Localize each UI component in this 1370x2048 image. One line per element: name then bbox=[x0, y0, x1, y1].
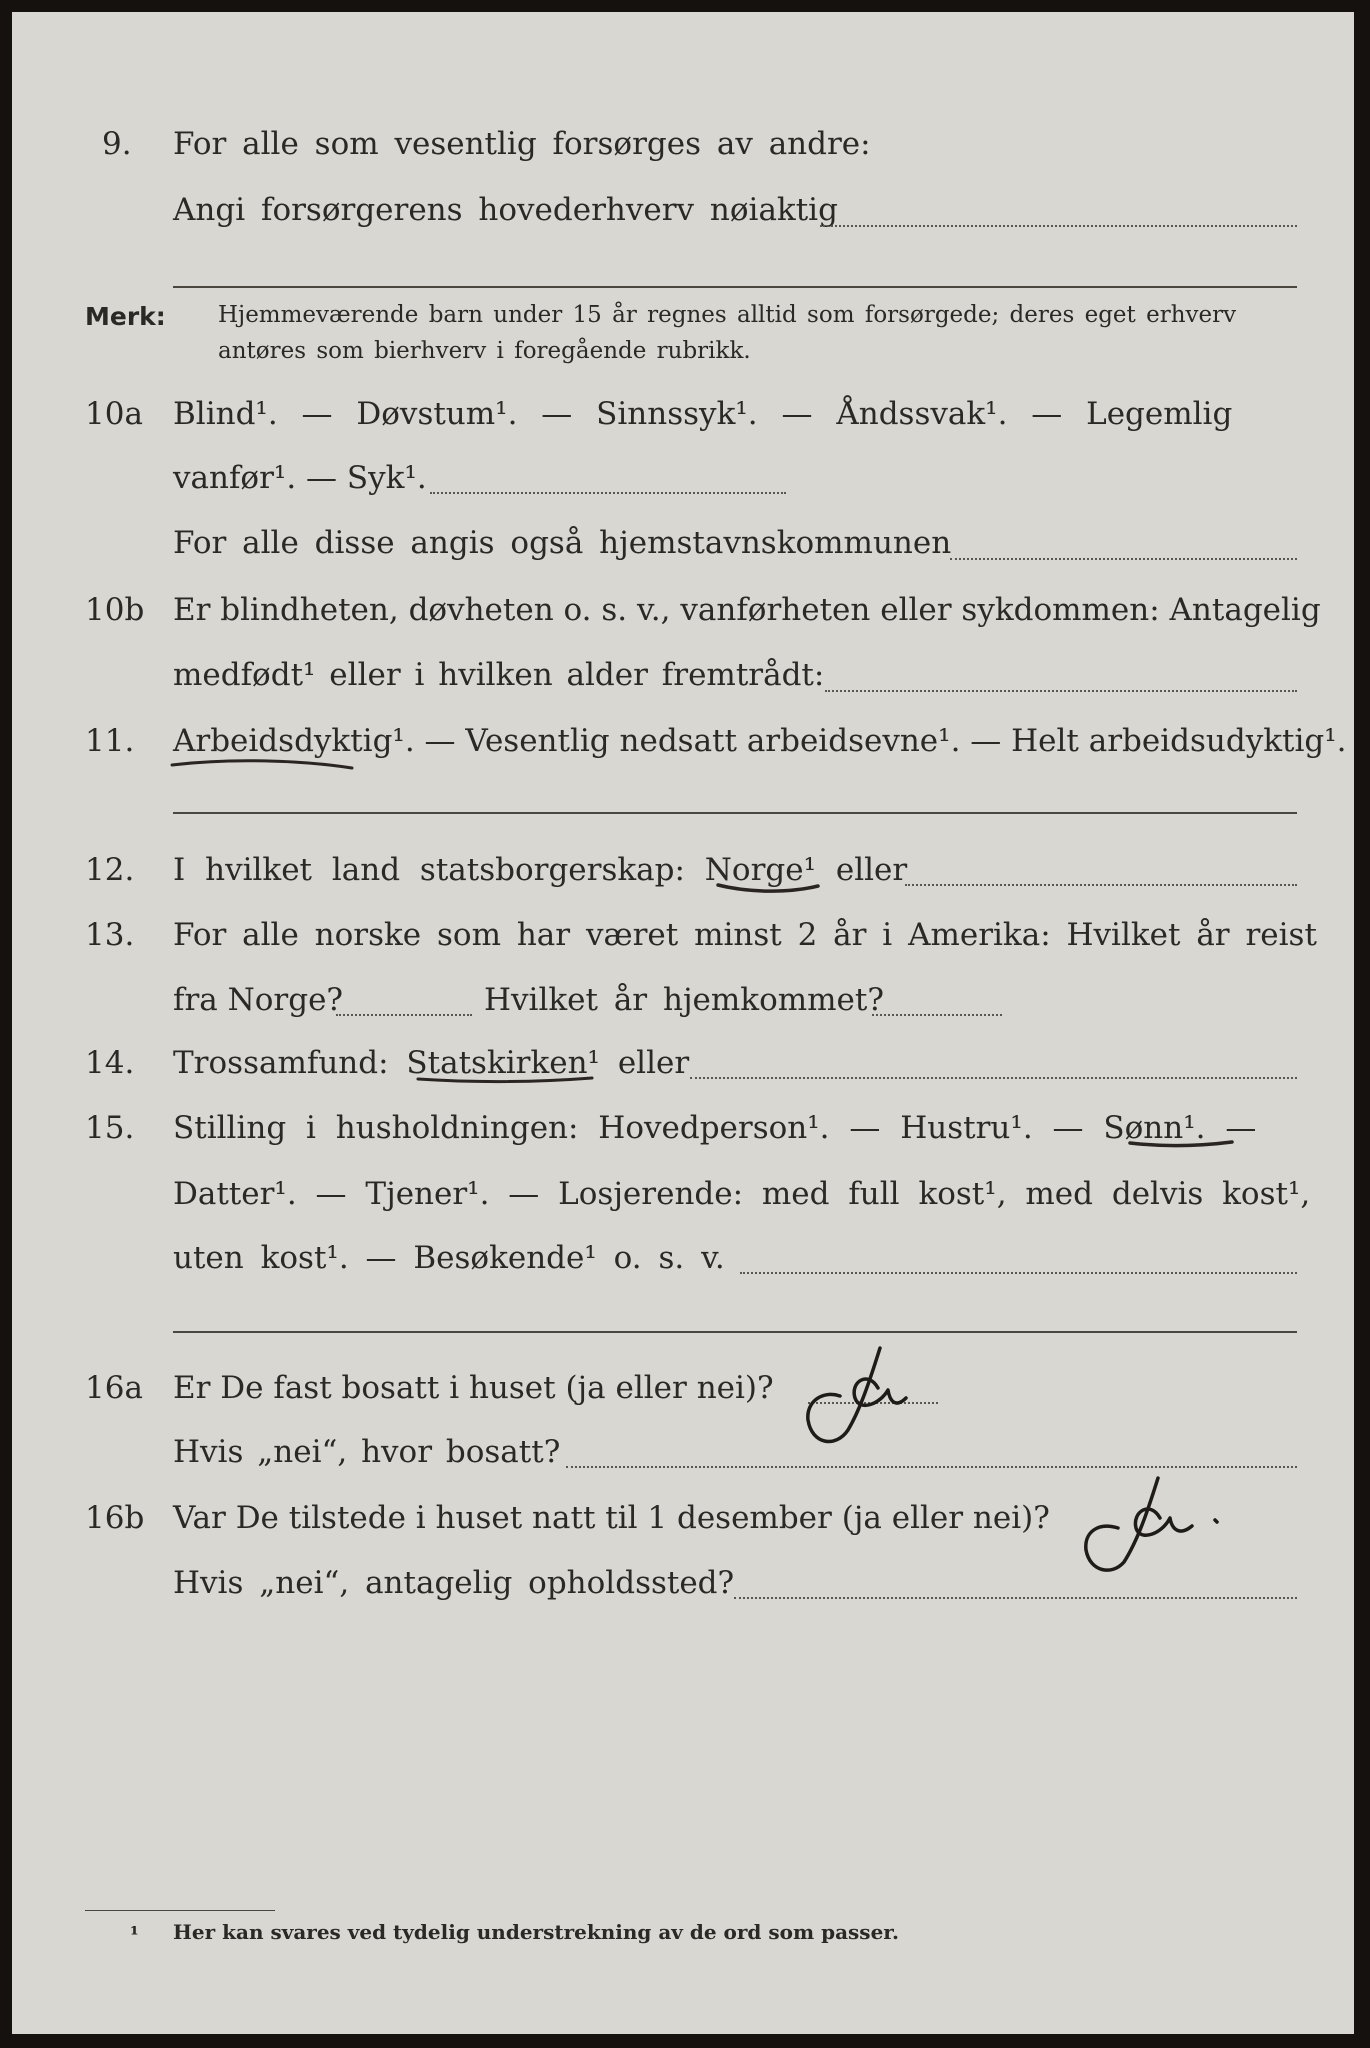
q10a-line1: Blind¹. — Døvstum¹. — Sinnssyk¹. — Åndssvak¹. — Legemlig bbox=[173, 396, 1233, 432]
q16b-line1: Var De tilstede i huset natt til 1 desember (ja eller nei)? bbox=[173, 1500, 1050, 1536]
footnote-mark: ¹ bbox=[130, 1922, 139, 1946]
q15-line3: uten kost¹. — Besøkende¹ o. s. v. bbox=[173, 1240, 725, 1276]
q15-line2: Datter¹. — Tjener¹. — Losjerende: med full kost¹, med delvis kost¹, bbox=[173, 1176, 1311, 1212]
q9-line1: For alle som vesentlig forsørges av andre: bbox=[173, 126, 871, 162]
q13-line1: For alle norske som har været minst 2 år i Amerika: Hvilket år reist bbox=[173, 917, 1317, 953]
q11-separator-line bbox=[173, 812, 1297, 814]
q10a-hjemstavn-answer-line[interactable] bbox=[950, 558, 1297, 560]
q16a-line2: Hvis „nei“, hvor bosatt? bbox=[173, 1434, 561, 1470]
footnote-rule bbox=[85, 1910, 275, 1911]
q15-number: 15. bbox=[85, 1110, 135, 1146]
q16a-line1: Er De fast bosatt i huset (ja eller nei)? bbox=[173, 1370, 774, 1406]
q10b-number: 10b bbox=[85, 592, 145, 628]
q15-line1: Stilling i husholdningen: Hovedperson¹. — Hustru¹. — Sønn¹. — bbox=[173, 1110, 1257, 1146]
q16a-answer-line[interactable] bbox=[808, 1402, 938, 1404]
q15-answer-line[interactable] bbox=[740, 1272, 1297, 1274]
q10b-answer-line[interactable] bbox=[825, 690, 1297, 692]
q16b-number: 16b bbox=[85, 1500, 145, 1536]
q9-number: 9. bbox=[102, 126, 132, 162]
q11-line1: Arbeidsdyktig¹. — Vesentlig nedsatt arbeidsevne¹. — Helt arbeidsudyktig¹. bbox=[173, 723, 1347, 759]
q12-answer-line[interactable] bbox=[905, 884, 1297, 886]
q9-answer-line[interactable] bbox=[820, 225, 1297, 227]
q9-line2: Angi forsørgerens hovederhverv nøiaktig bbox=[173, 192, 838, 228]
q9-separator-line bbox=[173, 286, 1297, 288]
q16b-line2: Hvis „nei“, antagelig opholdssted? bbox=[173, 1565, 735, 1601]
q15-separator-line bbox=[173, 1331, 1297, 1333]
merk-label: Merk: bbox=[85, 302, 166, 331]
q14-number: 14. bbox=[85, 1045, 135, 1081]
q14-line1: Trossamfund: Statskirken¹ eller bbox=[173, 1045, 690, 1081]
q13-line2a: fra Norge? bbox=[173, 982, 344, 1018]
q16b-opholdssted-answer-line[interactable] bbox=[734, 1597, 1297, 1599]
q10a-syk-answer-line[interactable] bbox=[430, 492, 786, 494]
q13-number: 13. bbox=[85, 917, 135, 953]
q10b-line2: medfødt¹ eller i hvilken alder fremtrådt: bbox=[173, 657, 825, 693]
q10b-line1: Er blindheten, døvheten o. s. v., vanførheten eller sykdommen: Antagelig bbox=[173, 592, 1321, 628]
q10a-line3: For alle disse angis også hjemstavnskommunen bbox=[173, 525, 952, 561]
q13-reist-answer-line[interactable] bbox=[336, 1014, 472, 1016]
q10a-line2: vanfør¹. — Syk¹. bbox=[173, 460, 427, 496]
merk-line1: Hjemmeværende barn under 15 år regnes alltid som forsørgede; deres eget erhverv bbox=[218, 302, 1237, 328]
q14-answer-line[interactable] bbox=[690, 1077, 1297, 1079]
q10a-number: 10a bbox=[85, 396, 143, 432]
q16a-number: 16a bbox=[85, 1370, 143, 1406]
footnote-text: Her kan svares ved tydelig understrekning av de ord som passer. bbox=[173, 1920, 899, 1944]
q16a-bosatt-answer-line[interactable] bbox=[566, 1466, 1297, 1468]
q12-line1: I hvilket land statsborgerskap: Norge¹ eller bbox=[173, 852, 908, 888]
merk-line2: antøres som bierhverv i foregående rubrikk. bbox=[218, 338, 751, 364]
q13-hjemkommet-answer-line[interactable] bbox=[872, 1014, 1002, 1016]
q11-number: 11. bbox=[85, 723, 135, 759]
q12-number: 12. bbox=[85, 852, 135, 888]
q13-line2b: Hvilket år hjemkommet? bbox=[484, 982, 884, 1018]
